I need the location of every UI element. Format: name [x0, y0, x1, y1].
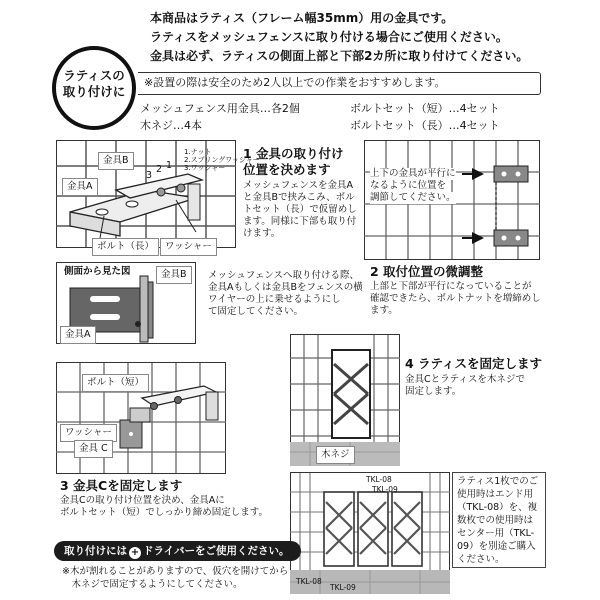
step4-desc: 金具Cとラティスを木ネジで [405, 374, 525, 385]
side-desc-2: ワイヤーの上に乗せるようにし [208, 294, 341, 305]
part-number-2: 2 [156, 164, 163, 175]
contents-item-2: ボルトセット（短）…4セット [350, 102, 500, 115]
step2-desc-1: 確認できたら、ボルトナットを増締めし [370, 293, 541, 304]
bottom-illustration [290, 472, 450, 594]
label-washer: ワッシャー [160, 238, 217, 256]
part-number-3: 3 [146, 170, 153, 181]
step3-title: 3 金具Cを固定します [60, 478, 183, 493]
step1-desc-0: メッシュフェンスを金具A [243, 180, 354, 191]
side-label-bracket-b: 金具B [156, 266, 192, 284]
tkl09-label-bottom: TKL-09 [330, 583, 356, 592]
label-washer-step3: ワッシャー [60, 424, 117, 442]
step4-desc-2: 固定します。 [405, 386, 462, 397]
label-bracket-a: 金具A [62, 178, 98, 196]
tkl-note-0: ラティス1枚でのご [457, 476, 539, 487]
part-number-1: 1 [166, 160, 173, 171]
contents-item-1: メッシュフェンス用金具…各2個 [140, 102, 300, 115]
step1-desc-4: けます。 [243, 228, 281, 239]
badge-line-1: ラティスの [63, 68, 125, 83]
tkl-note-4: センター用（TKL- [457, 528, 535, 539]
step2-callout-2: 調節してください。 [370, 192, 456, 203]
tkl08-label-top: TKL-08 [366, 475, 392, 484]
label-bracket-c: 金具 C [74, 440, 113, 458]
side-view-title: 側面から見た図 [64, 266, 131, 277]
parts-legend-3: 3.ワッシャー [184, 164, 226, 172]
plus-screwdriver-icon: + [130, 547, 140, 558]
footnote-1: 木ネジで固定するようにしてください。 [62, 579, 243, 590]
parts-legend-2: 2.スプリングワッシャー [184, 156, 260, 164]
lattice-badge [52, 46, 136, 130]
safety-note: ※設置の際は安全のため2人以上での作業をおすすめします。 [144, 76, 446, 89]
step1-desc-1: と金具Bで挟みこみ、ボル [243, 192, 355, 203]
parts-legend-1: 1.ナット [184, 148, 212, 156]
side-desc-0: メッシュフェンスへ取り付ける際、 [208, 270, 360, 281]
step2-desc-2: ます。 [370, 305, 398, 316]
tkl09-label-top: TKL-09 [372, 485, 398, 494]
tkl-note-5: 09）を別途ご購入 [457, 541, 536, 552]
badge-line-2: 取り付けに [62, 84, 126, 99]
label-wood-screw: 木ネジ [316, 446, 355, 464]
step4-title: 4 ラティスを固定します [405, 356, 543, 371]
label-bolt-long: ボルト（長） [92, 238, 159, 256]
driver-pre: 取り付けには [64, 545, 127, 557]
step2-title: 2 取付位置の微調整 [370, 264, 484, 279]
tkl-note-6: ください。 [457, 554, 505, 565]
step1-desc-2: トセット（長）で仮留めし [243, 204, 357, 215]
header-line-3: 金具は必ず、ラティスの側面上部と下部2カ所に取り付けてください。 [150, 49, 529, 63]
step2-desc-0: 上部と下部が平行になっていることが [370, 281, 532, 292]
contents-item-3: 木ネジ…4本 [140, 119, 202, 132]
driver-notice [54, 541, 301, 561]
step1-title-2: 位置を決めます [243, 162, 331, 177]
tkl-note-3: 数枚での使用時は [457, 515, 534, 526]
side-label-bracket-a: 金具A [60, 326, 96, 344]
tkl08-label-bottom: TKL-08 [296, 577, 322, 586]
label-bolt-short: ボルト（短） [82, 374, 149, 392]
contents-item-4: ボルトセット（長）…4セット [350, 119, 500, 132]
step3-desc-1: ボルトセット（短）でしっかり締め固定します。 [60, 507, 268, 518]
step2-callout-1: なるように位置を [370, 180, 447, 191]
tkl-note-1: 使用時はエンド用 [457, 489, 534, 500]
header-line-1: 本商品はラティス（フレーム幅35mm）用の金具です。 [150, 11, 454, 25]
label-bracket-b: 金具B [98, 152, 134, 170]
step1-desc-3: ます。同様に下部も取り付 [243, 216, 357, 227]
side-desc-3: て固定してください。 [208, 306, 304, 317]
step2-callout-0: 上下の金具が平行に [370, 168, 456, 179]
side-desc-1: 金具Aもしくは金具Bをフェンスの横 [208, 282, 363, 293]
footnote-0: ※木が割れることがありますので、仮穴を開けてから [62, 566, 289, 577]
step3-desc-0: 金具Cの取り付け位置を決め、金具Aに [60, 495, 225, 506]
driver-tool: ドライバー [143, 545, 195, 557]
step1-title-1: 1 金具の取り付け [243, 146, 344, 161]
tkl-note-2: （TKL-08）を、複 [457, 502, 538, 513]
driver-post: をご使用ください。 [194, 545, 290, 557]
header-line-2: ラティスをメッシュフェンスに取り付ける場合にご使用ください。 [150, 30, 508, 44]
